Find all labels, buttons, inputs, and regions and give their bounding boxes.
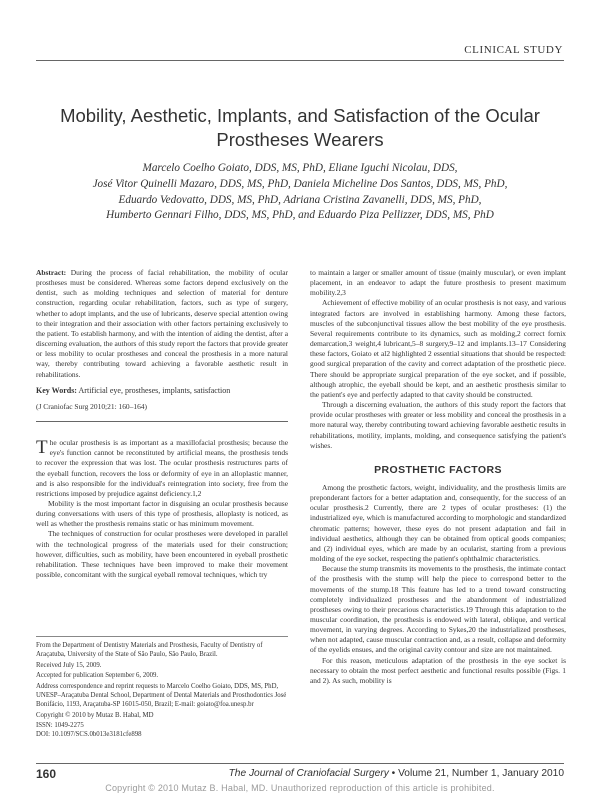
body-paragraph: Mobility is the most important factor in disguising an ocular prosthesis because during conversations with users of this type of prosthesis, alloplasty is noticed, as well as whether the prosthesis remains static or has minimum movement. [36,498,288,529]
journal-info [229,768,564,779]
body-paragraph: Through a discerning evaluation, the authors of this study report the factors that provide ocular prostheses with greater or less mobility and conceal the prosthesis in a more natural way, thereby contributing toward achieving favorable aesthetic results in rehabilitations, motility, implants, molding, and consequence satisfying the patient's wishes. [310,400,566,450]
footnotes [36,641,292,741]
body-paragraph: to maintain a larger or smaller amount of tissue (mainly muscular), or even implant placement, in an endeavor to adapt the future prosthesis to present maximum mobility.2,3 [310,268,566,298]
doi: DOI: 10.1097/SCS.0b013e3181cfe898 [36,730,142,738]
keywords [36,386,288,396]
accepted-date: Accepted for publication September 6, 2009. [36,671,159,679]
copyright-line: Copyright © 2010 by Mutaz B. Habal, MD [36,712,154,720]
journal-name: The Journal of Craniofacial Surgery [228,768,389,779]
keywords-text: Artificial eye, prostheses, implants, satisfaction [78,385,231,395]
intro-paragraph: The ocular prosthesis is as important as a maxillofacial prosthesis; because the eye's function cannot be reconstituted by artificial means, the prosthesis tends to recover the expression that was lost. The ocular prosthesis restructures parts of the eyeball function, recovers the loss or deformity of eye in an alloplastic manner, and is also responsible for the individual's reintegration into society, free from the restrictions imposed by prejudice against deficiency.1,2 [36,437,288,498]
journal-issue: • Volume 21, Number 1, January 2010 [391,768,564,779]
author-line: Marcelo Coelho Goiato, DDS, MS, PhD, Eliane Iguchi Nicolau, DDS, [142,162,458,174]
author-line: Eduardo Vedovatto, DDS, MS, PhD, Adriana Cristina Zavanelli, DDS, MS, PhD, [118,193,482,206]
page-number: 160 [36,767,57,781]
abstract-label: Abstract: [36,268,67,277]
abstract-text: During the process of facial rehabilitation, the mobility of ocular prostheses must be considered. Whereas some factors depend exclusively on the dentist, such as molding techniques and selection of material for denture construction, regarding ocular rehabilitation, factors, such as type of surgery, whether to adopt implants, and the use of lubricants, deserve special attention owing to their integration and their association with other factors pertaining exclusively to the patient. To establish harmony, and with the intention of aiding the dentist, after a discerning evaluation, the authors of this study report the factors that provide greater or less mobility to ocular prostheses and conceal the prosthesis in a more natural way, thereby contributing toward achieving a favorable aesthetic result in rehabilitations. [36,268,288,379]
author-line: Humberto Gennari Filho, DDS, MS, PhD, and Eduardo Piza Pellizzer, DDS, MS, PhD [106,209,494,222]
issn: ISSN: 1049-2275 [36,721,84,729]
correspondence-address: Address correspondence and reprint requests to Marcelo Coelho Goiato, DDS, MS, PhD, UNESP–Araçatuba Dental School, Department of Dental Materials and Prosthodontics José Bonifácio, 1193, Araçatuba-SP 16015-050, Brazil; E-mail: goiato@foa.unesp.br [36,682,287,709]
right-column [310,268,566,686]
section-heading: PROSTHETIC FACTORS [374,463,502,476]
abstract [36,268,288,380]
affiliation: From the Department of Dentistry Materials and Prosthesis, Faculty of Dentistry of Araçatuba, University of the State of São Paulo, São Paulo, Brazil. [36,642,263,659]
section-label: CLINICAL STUDY [464,44,563,56]
keywords-label: Key Words: [36,385,77,395]
body-paragraph: For this reason, meticulous adaptation of the prosthesis in the eye socket is necessary to obtain the most perfect aesthetic and functional results possible (Figs. 1 and 2). As such, mobility is [310,655,566,685]
author-list [70,161,530,224]
citation: (J Craniofac Surg 2010;21: 160–164) [36,401,147,411]
drop-cap: T [36,437,48,459]
author-line: José Vitor Quinelli Mazaro, DDS, MS, PhD, Daniela Micheline Dos Santos, DDS, MS, PhD, [92,177,508,190]
left-column [36,268,288,580]
abstract-rule [36,421,288,422]
footnote-rule [36,636,288,637]
footer-rule [36,763,564,764]
body-paragraph: Among the prosthetic factors, weight, individuality, and the prosthesis limits are preponderant factors for a better adaptation and, consequently, for the success of an ocular prosthesis.2 Currently, there are 2 types of ocular prostheses: (1) the industrialized eye, which is manufactured according to morphologic and standardized chromatic patterns; however, these eyes do not present adaptation and fail in individual aesthetics, although they can be obtained from optical goods companies; and (2) individual eyes, which are made by an ocularist, starting from a previous molding of the eye socket, respecting the patient's ophthalmic characteristics. [310,482,566,564]
copyright-watermark: Copyright © 2010 Mutaz B. Habal, MD. Unauthorized reproduction of this article is prohibited. [105,783,495,793]
body-paragraph: The techniques of construction for ocular prostheses were developed in parallel with the technological progress of the materials used for their construction; however, difficulties, such as mobility, have been encountered in eyeball prosthetic rehabilitation. These techniques have been improved to make their movement possible, concomitant with the surgical eyeball removal techniques, which try [36,529,288,580]
header-rule [36,60,564,61]
body-paragraph: Achievement of effective mobility of an ocular prosthesis is not easy, and various integrated factors are involved in establishing harmony. Among these factors, muscles of the subconjunctival tissues allow the best mobility of the eye prosthesis. Several requirements contribute to its dynamics, such as molding,2 correct fornix demarcation,3 weight,4 lubricant,5–8 surgery,9–12 and implants.13–17 Considering these factors, Goiato et al2 highlighted 2 essential situations that should be respected: good surgical preparation of the cavity and correct adaptation of the prosthetic piece. There should be appropriate surgical preparation of the eye socket, and if possible, although atrophic, the eyeball should be kept, and an aesthetic prosthesis similar to the patient's eye and perfectly adapted to that cavity should be constructed. [310,298,566,399]
received-date: Received July 15, 2009. [36,662,102,670]
article-title: Mobility, Aesthetic, Implants, and Satisfaction of the Ocular Prostheses Wearers [60,105,540,150]
body-paragraph: Because the stump transmits its movements to the prosthesis, the intimate contact of the prosthesis with the stump will help the piece to correspond better to the movements of the stump.18 This feature has led to a trend toward constructing completely individualized prostheses and the abandonment of industrialized prostheses owing to their precarious characteristics.19 Through this adaptation to the muscular coordination, the prosthesis is endowed with lateral, oblique, and vertical movement, in varying degrees. According to Sykes,20 the industrialized prostheses, when not adapted, cause muscular contraction and, as a result, collapse and deformity of the eyelids ensues, and the original cavity contour and size are not maintained. [310,564,566,655]
